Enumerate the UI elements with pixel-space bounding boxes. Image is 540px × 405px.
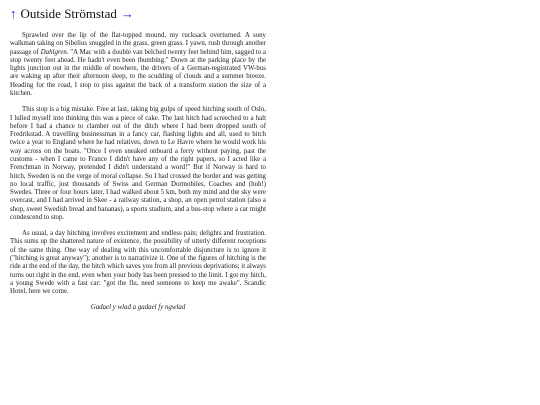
paragraph-3: As usual, a day hitching involves excitement and endless pain; delights and frustration. This sums up the shattered nature of existence, the possibility of utterly different receptions of the same thing. One way of dealing with this uncomfortable disjuncture is to ignore it ("hitching is great anyway"); another is to narrativize it. One of the figures of hitching is the ride at the end of the day, the hitch which saves you from all previous deprivations; it always turns out right in the end, even when your body has been pressed to the limit. I got my hitch, a young Swede with a fast car: "got the flu, need someone to keep me awake". Scandic Hotel, here we come.: [10, 230, 266, 296]
next-arrow-link[interactable]: →: [120, 6, 134, 21]
paragraph-1-text-end: . "A Mac with a double van belched twenty feet behind him, sagged to a stop twenty feet ahead. He hadn't even been thumbing." Down at the parking place by the lights junction out in the middle of nowhere, the drivers of a German-registrated VW-bus are waking up after their afternoon sleep, to the scudding of clouds and a summer breeze. Heading for the road, I stop to piss against the back of a transform station the size of a kitchen.: [10, 48, 266, 97]
document-page: [10, 6, 266, 313]
title-row: [10, 6, 266, 22]
book-title-emphasis: Dahlgren: [40, 48, 67, 56]
paragraph-2: This stop is a big mistake. Free at last, taking big gulps of speed hitching south of Oslo, I lulled myself into thinking this was a piece of cake. The last hitch had screeched to a halt before I had a chance to clamber out of the ditch where I had been dropped south of Fredrikstad. A travelling businessman in a fancy car, flashing lights and all, used to hitch twice a year to England where he had relatives, down to Le Havre where he would work his way across on the boats. "Once I even sneaked onboard a ferry without paying, past the customs - when I came to France I didn't have any of the right papers, so I acted like a Frenchman in Norway, pretended I didn't understand a word!" But if Norway is hard to hitch, Sweden is on the verge of moral collapse. So I had crossed the border and was getting no local traffic, just thousands of Swiss and German Dormobiles, Coaches and (huh!) Swedes. Three or four hours later, I had walked about 5 km, both my mind and the sky were overcast, and I had arrived in Skee - a railway station, a shop, an open petrol station (also a shop, sweet Swedish bread and bananas), a sports stadium, and a bus-stop where a car might condescend to stop.: [10, 106, 266, 221]
paragraph-1-text-start: Sprawled over the lip of the flat-topped mound, my rucksack overturned. A sony walkman taking on Sibelius snuggled in the grass, green grass. I yawn, rush through another passage of: [10, 32, 266, 56]
previous-arrow-link[interactable]: ↑: [10, 6, 17, 21]
closing-caption: Gadael y wlad a gadael fy ngwlad: [90, 304, 186, 312]
page-title: Outside Strömstad: [20, 6, 117, 21]
paragraph-1: [10, 32, 266, 98]
